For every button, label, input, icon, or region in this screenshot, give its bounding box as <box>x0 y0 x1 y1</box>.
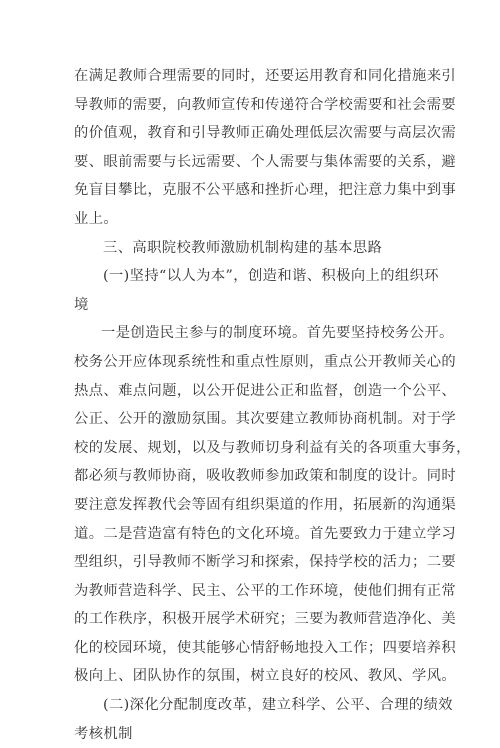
text-line: 道。二是营造富有特色的文化环境。首先要致力于建立学习 <box>74 525 457 542</box>
document-body <box>74 62 471 748</box>
text-line: (二)深化分配制度改革，建立科学、公平、合理的绩效 <box>103 697 453 714</box>
text-line: 免盲目攀比，克服不公平感和挫折心理，把注意力集中到事 <box>74 182 457 199</box>
text-line: 考核机制 <box>74 725 133 742</box>
text-line: 的价值观，教育和引导教师正确处理低层次需要与高层次需 <box>74 125 457 142</box>
text-line: 热点、难点问题，以公开促进公正和监督，创造一个公平、 <box>74 382 457 399</box>
text-line: 要注意发挥教代会等固有组织渠道的作用，拓展新的沟通渠 <box>74 496 457 513</box>
text-line: 在满足教师合理需要的同时，还要运用教育和同化措施来引 <box>74 68 457 84</box>
text-line: 的工作秩序，积极开展学术研究；三要为教师营造净化、美 <box>74 611 457 628</box>
subsection-heading-1 <box>74 262 440 319</box>
section-heading: 三、高职院校教师激励机制构建的基本思路 <box>103 239 383 256</box>
text-line: 要、眼前需要与长远需要、个人需要与集体需要的关系，避 <box>74 153 457 170</box>
paragraph-needs <box>74 62 457 234</box>
text-line: 化的校园环境，使其能够心情舒畅地投入工作；四要培养积 <box>74 639 457 656</box>
paragraph-environment <box>74 319 471 691</box>
text-line: 校的发展、规划，以及与教师切身利益有关的各项重大事务， <box>74 439 471 456</box>
text-line: (一)坚持“以人为本”，创造和谐、积极向上的组织环 <box>103 268 440 285</box>
text-line: 型组织，引导教师不断学习和探索，保持学校的活力；二要 <box>74 554 457 571</box>
subsection-heading-2 <box>74 691 453 748</box>
text-line: 为教师营造科学、民主、公平的工作环境，使他们拥有正常 <box>74 582 457 599</box>
text-line: 都必须与教师协商，吸收教师参加政策和制度的设计。同时 <box>74 468 457 485</box>
text-line: 极向上、团队协作的氛围，树立良好的校风、教风、学风。 <box>74 668 457 685</box>
text-line: 校务公开应体现系统性和重点性原则，重点公开教师关心的 <box>74 353 457 370</box>
text-line: 境 <box>74 296 89 313</box>
text-line: 导教师的需要，向教师宣传和传递符合学校需要和社会需要 <box>74 96 457 113</box>
text-line: 一是创造民主参与的制度环境。首先要坚持校务公开。 <box>101 325 454 342</box>
text-line: 公正、公开的激励氛围。其次要建立教师协商机制。对于学 <box>74 411 457 428</box>
text-line: 业上。 <box>74 210 119 227</box>
